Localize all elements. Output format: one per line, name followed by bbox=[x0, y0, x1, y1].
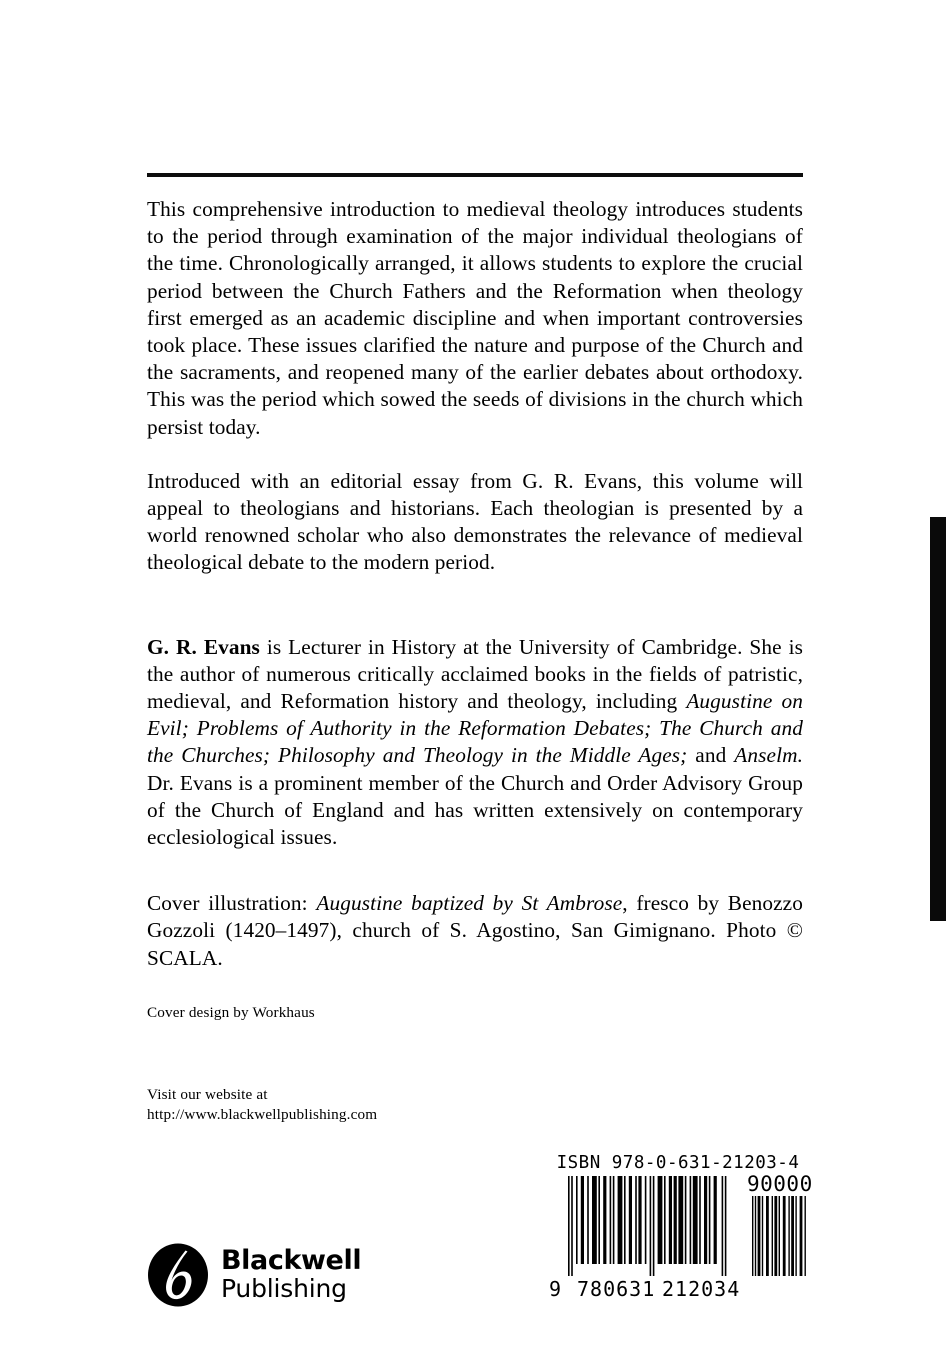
ean13-barcode-symbol bbox=[568, 1176, 728, 1276]
barcode-addon-symbol bbox=[752, 1196, 807, 1276]
author-bio-text-1: is Lecturer in History at the University of Cambridge. She is the author of numerous critically acclaimed books in the fields of patristic, medieval, and Reformation history and theology, including bbox=[147, 634, 803, 714]
blurb-paragraph-1: This comprehensive introduction to medieval theology introduces students to the period through examination of the major individual theologians of the time. Chronologically arranged, it allows students to explore the crucial period between the Church Fathers and the Reformation when theology first emerged as an academic discipline and when important controversies took place. These issues clarified the nature and purpose of the Church and the sacraments, and reopened many of the earlier debates about orthodoxy. This was the period which sowed the seeds of divisions in the church which persist today. bbox=[147, 197, 803, 439]
publisher-name-line-2: Publishing bbox=[221, 1274, 347, 1304]
author-title-2: Problems of Authority in the Reformation Debates; bbox=[196, 716, 652, 741]
ean-right-group: 212034 bbox=[662, 1277, 741, 1301]
cover-illustration-artwork-title: Augustine baptized by St Ambrose bbox=[316, 891, 623, 916]
author-title-5: Anselm. bbox=[734, 743, 804, 768]
publisher-logo bbox=[147, 1243, 361, 1307]
barcode-bars-area bbox=[549, 1172, 813, 1276]
author-title-4: Philosophy and Theology in the Middle Ages; bbox=[278, 743, 688, 768]
author-title-3: The Church and the Churches; bbox=[147, 716, 803, 768]
cover-design-credit: Cover design by Workhaus bbox=[147, 1004, 315, 1021]
author-bio-paragraph bbox=[147, 634, 803, 852]
author-title-joiner-2 bbox=[651, 716, 659, 740]
ean13-human-readable-digits bbox=[549, 1277, 807, 1301]
publisher-name-line-1: Blackwell bbox=[221, 1245, 362, 1277]
barcode-addon-digits: 90000 bbox=[747, 1172, 813, 1196]
author-title-joiner-4: and bbox=[687, 743, 735, 768]
author-name: G. R. Evans bbox=[147, 634, 260, 659]
right-edge-vertical-bar bbox=[930, 517, 946, 921]
cover-illustration-credit-text: , fresco by Benozzo Gozzoli (1420–1497), church of S. Agostino, San Gimignano. Photo © SCALA. bbox=[147, 891, 803, 970]
blackwell-b-roundel-icon bbox=[147, 1243, 209, 1307]
blurb-paragraph-2: Introduced with an editorial essay from G. R. Evans, this volume will appeal to theologians and historians. Each theologian is presented by a world renowned scholar who also demonstrates the relevance of medieval theological debate to the modern period. bbox=[147, 468, 803, 575]
author-title-1: Augustine on Evil; bbox=[147, 689, 803, 741]
website-url: http://www.blackwellpublishing.com bbox=[147, 1106, 378, 1123]
isbn-text: ISBN 978-0-631-21203-4 bbox=[556, 1153, 800, 1173]
ean-lead-digit: 9 bbox=[549, 1277, 563, 1301]
publisher-name bbox=[221, 1247, 361, 1303]
cover-illustration-label: Cover illustration: bbox=[147, 891, 317, 916]
author-title-joiner-1 bbox=[189, 716, 197, 740]
isbn-barcode-block bbox=[549, 1152, 813, 1301]
website-block bbox=[147, 1085, 377, 1125]
back-cover-text-column bbox=[147, 196, 803, 972]
cover-illustration-credit bbox=[147, 890, 803, 972]
ean-left-group: 780631 bbox=[577, 1277, 656, 1301]
top-horizontal-rule bbox=[147, 173, 803, 177]
website-label: Visit our website at bbox=[147, 1086, 268, 1103]
author-title-joiner-3 bbox=[270, 743, 278, 767]
author-bio-text-2: Dr. Evans is a prominent member of the Church and Order Advisory Group of the Church of England and has written extensively on contemporary ecclesiological issues. bbox=[147, 770, 803, 850]
